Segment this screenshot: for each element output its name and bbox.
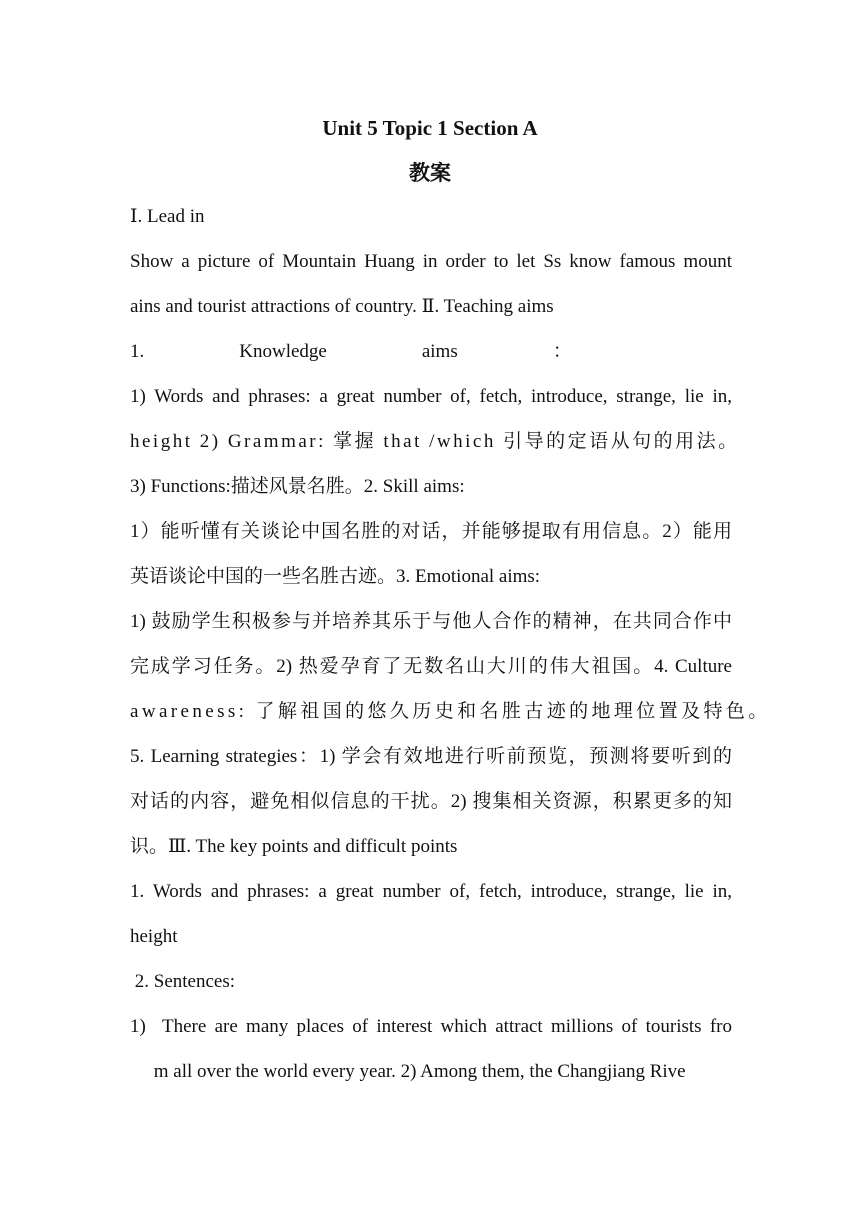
paragraph-line: 1）能听懂有关谈论中国名胜的对话，并能够提取有用信息。2）能用 bbox=[130, 521, 732, 542]
paragraph-line: 5. Learning strategies：1) 学会有效地进行听前预览，预测将要听到的 bbox=[130, 746, 732, 767]
paragraph-line: 3) Functions:描述风景名胜。2. Skill aims: bbox=[130, 476, 465, 497]
paragraph-line: 完成学习任务。2) 热爱孕育了无数名山大川的伟大祖国。4. Culture bbox=[130, 656, 732, 677]
paragraph-line: m all over the world every year. 2) Among them, the Changjiang Rive bbox=[130, 1061, 686, 1082]
paragraph-line: 识。Ⅲ. The key points and difficult points bbox=[130, 836, 458, 857]
paragraph-line: 对话的内容，避免相似信息的干扰。2) 搜集相关资源，积累更多的知 bbox=[130, 791, 732, 812]
paragraph-line: 1. Words and phrases: a great number of, fetch, introduce, strange, lie in, bbox=[130, 881, 732, 902]
paragraph-line: Show a picture of Mountain Huang in order to let Ss know famous mount bbox=[130, 251, 732, 272]
paragraph-line: 1) There are many places of interest which attract millions of tourists fro bbox=[130, 1016, 732, 1037]
paragraph-line: 英语谈论中国的一些名胜古迹。3. Emotional aims: bbox=[130, 566, 541, 587]
document-title: Unit 5 Topic 1 Section A bbox=[322, 116, 538, 140]
paragraph-line: awareness: 了解祖国的悠久历史和名胜古迹的地理位置及特色。 bbox=[130, 701, 771, 722]
paragraph-line: ains and tourist attractions of country. Ⅱ. Teaching aims bbox=[130, 296, 554, 317]
document-subtitle: 教案 bbox=[409, 161, 451, 185]
paragraph-line: height bbox=[130, 926, 178, 947]
section-heading-lead-in: Ⅰ. Lead in bbox=[130, 206, 205, 227]
paragraph-line: height 2) Grammar: 掌握 that /which 引导的定语从句的用法。 bbox=[130, 431, 740, 452]
paragraph-line: 1) 鼓励学生积极参与并培养其乐于与他人合作的精神，在共同合作中 bbox=[130, 611, 732, 632]
list-item-knowledge-aims: 1. Knowledge aims ： bbox=[130, 341, 572, 362]
list-item-sentences: 2. Sentences: bbox=[130, 971, 236, 992]
paragraph-line: 1) Words and phrases: a great number of, fetch, introduce, strange, lie in, bbox=[130, 386, 732, 407]
